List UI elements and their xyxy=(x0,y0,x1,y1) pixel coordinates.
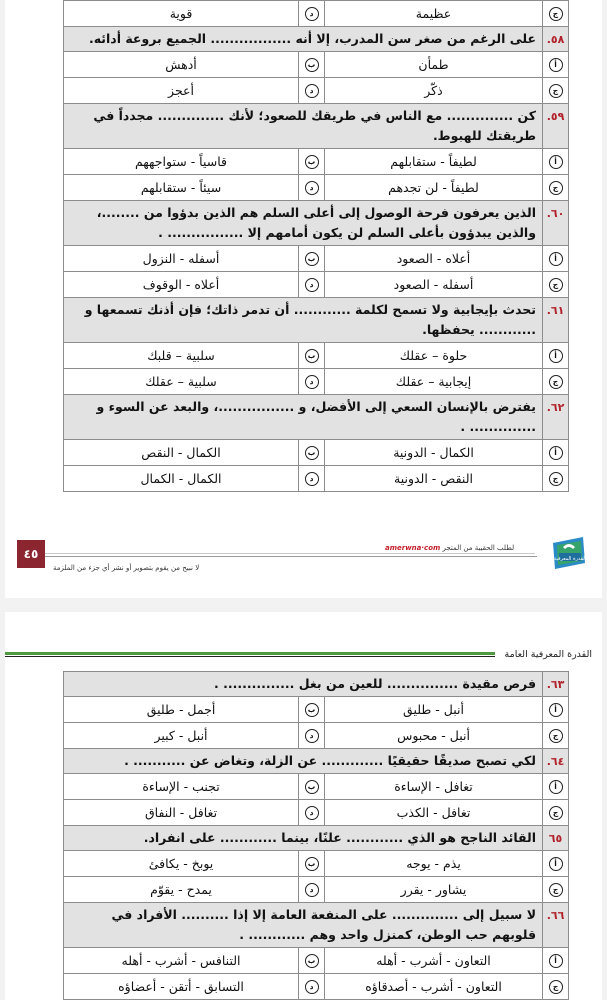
option-letter[interactable]: أ xyxy=(549,446,563,460)
option-letter-cell xyxy=(543,851,569,877)
footer-order-text: لطلب الحقيبة من المتجر xyxy=(442,544,515,552)
footer-copyright: لا نبيح من يقوم بتصوير أو نشر أي جزء من الملزمة xyxy=(53,564,200,572)
option-letter[interactable]: ج xyxy=(549,980,563,994)
option-letter[interactable]: ج xyxy=(549,7,563,21)
questions-table-2 xyxy=(63,671,569,1000)
logo-text: القدرة المعرفية xyxy=(553,556,587,562)
option-letter-cell xyxy=(299,466,325,492)
option-letter[interactable]: ج xyxy=(549,278,563,292)
option-letter-cell xyxy=(543,877,569,903)
option-letter-cell xyxy=(543,697,569,723)
question-number: ٦٣. xyxy=(543,672,569,697)
question-row xyxy=(64,201,569,246)
option-row xyxy=(64,149,569,175)
option-letter-cell xyxy=(543,369,569,395)
option-letter-cell xyxy=(543,52,569,78)
header-accent-bar xyxy=(5,652,495,655)
option-text: سيئاً - ستقابلهم xyxy=(64,175,299,201)
option-text: تغافل - الكذب xyxy=(325,800,543,826)
option-text: الكمال - النقص xyxy=(64,440,299,466)
option-row xyxy=(64,78,569,104)
option-text: النقص - الدونية xyxy=(325,466,543,492)
option-text: يذم - يوجه xyxy=(325,851,543,877)
option-letter[interactable]: ج xyxy=(549,84,563,98)
option-letter[interactable]: أ xyxy=(549,155,563,169)
option-text: سلبية – قلبك xyxy=(64,343,299,369)
option-letter-cell xyxy=(299,149,325,175)
option-row xyxy=(64,175,569,201)
option-row xyxy=(64,948,569,974)
publisher-logo xyxy=(549,533,589,573)
option-letter[interactable]: أ xyxy=(549,780,563,794)
option-letter-cell xyxy=(299,78,325,104)
option-letter[interactable]: أ xyxy=(549,857,563,871)
question-row xyxy=(64,826,569,851)
option-text: حلوة – عقلك xyxy=(325,343,543,369)
question-row xyxy=(64,672,569,697)
option-text: أسفله - النزول xyxy=(64,246,299,272)
question-text: القائد الناجح هو الذي ............ علنًا، بينما ............ على انفراد. xyxy=(64,826,543,851)
option-letter-cell xyxy=(543,974,569,1000)
question-row xyxy=(64,27,569,52)
option-row xyxy=(64,52,569,78)
option-letter[interactable]: د xyxy=(305,375,319,389)
option-text: تغافل - النفاق xyxy=(64,800,299,826)
option-text: إيجابية – عقلك xyxy=(325,369,543,395)
option-text: الكمال - الدونية xyxy=(325,440,543,466)
option-letter-cell xyxy=(543,800,569,826)
option-letter[interactable]: ب xyxy=(305,954,319,968)
option-row xyxy=(64,697,569,723)
option-letter[interactable]: ب xyxy=(305,349,319,363)
option-letter[interactable]: ج xyxy=(549,472,563,486)
option-letter-cell xyxy=(543,246,569,272)
option-letter[interactable]: د xyxy=(305,84,319,98)
option-letter-cell xyxy=(543,272,569,298)
option-text: قاسياً - ستواجههم xyxy=(64,149,299,175)
question-text: فرص مقيدة ............... للعين من بغل ............... . xyxy=(64,672,543,697)
option-letter-cell xyxy=(299,774,325,800)
option-text: يشاور - يقرر xyxy=(325,877,543,903)
option-text: لطيفاً - ستقابلهم xyxy=(325,149,543,175)
option-letter-cell xyxy=(299,697,325,723)
option-text: التنافس - أشرب - أهله xyxy=(64,948,299,974)
option-letter[interactable]: د xyxy=(305,7,319,21)
option-text: يوبخ - يكافئ xyxy=(64,851,299,877)
option-letter[interactable]: ب xyxy=(305,58,319,72)
option-letter[interactable]: ج xyxy=(549,883,563,897)
option-row xyxy=(64,343,569,369)
question-row xyxy=(64,298,569,343)
option-letter[interactable]: د xyxy=(305,278,319,292)
question-row xyxy=(64,749,569,774)
option-row xyxy=(64,246,569,272)
question-row xyxy=(64,903,569,948)
footer-order-line xyxy=(385,544,514,552)
option-text: تغافل - الإساءة xyxy=(325,774,543,800)
question-number: ٦٠. xyxy=(543,201,569,246)
option-letter[interactable]: د xyxy=(305,980,319,994)
questions-table-body xyxy=(64,672,569,1000)
option-text: أنبل - محبوس xyxy=(325,723,543,749)
question-number: ٥٨. xyxy=(543,27,569,52)
option-text: أدهش xyxy=(64,52,299,78)
page-number: ٤٥ xyxy=(17,540,45,568)
option-letter-cell xyxy=(299,974,325,1000)
question-number: ٦٢. xyxy=(543,395,569,440)
footer-url[interactable]: amerwna·com xyxy=(385,544,441,552)
option-letter-cell xyxy=(299,851,325,877)
questions-table-body xyxy=(64,1,569,492)
option-letter-cell xyxy=(543,466,569,492)
question-number: ٦٦. xyxy=(543,903,569,948)
question-number: ٦١. xyxy=(543,298,569,343)
option-letter-cell xyxy=(299,369,325,395)
question-row xyxy=(64,395,569,440)
question-text: على الرغم من صغر سن المدرب، إلا أنه ................. الجميع بروعة أدائه. xyxy=(64,27,543,52)
option-letter[interactable]: ب xyxy=(305,446,319,460)
option-letter[interactable]: د xyxy=(305,181,319,195)
question-text: يفترض بالإنسان السعي إلى الأفضل، و ................، والبعد عن السوء و .............. . xyxy=(64,395,543,440)
option-letter[interactable]: أ xyxy=(549,349,563,363)
option-text: التعاون - أشرب - أصدقاؤه xyxy=(325,974,543,1000)
option-text: الكمال - الكمال xyxy=(64,466,299,492)
question-text: لكي تصبح صديقًا حقيقيًا ............. عن الزلة، وتغاض عن ........... . xyxy=(64,749,543,774)
question-text: لا سبيل إلى .............. على المنفعة العامة إلا إذا .......... الأفراد في قلوبهم حب الوطن، كمنزل واحد وهم ............ . xyxy=(64,903,543,948)
question-text: تحدث بإيجابية ولا تسمح لكلمة ............ أن تدمر ذاتك؛ فإن أذنك تسمعها و ............ يحفظها. xyxy=(64,298,543,343)
option-letter[interactable]: ب xyxy=(305,252,319,266)
question-text: الذين يعرفون فرحة الوصول إلى أعلى السلم هم الذين بدؤوا من ........، والذين يبدؤون بأعلى السلم لن يكون أمامهم إلا ................ . xyxy=(64,201,543,246)
option-letter[interactable]: أ xyxy=(549,58,563,72)
option-row xyxy=(64,723,569,749)
option-letter-cell xyxy=(299,877,325,903)
option-letter-cell xyxy=(543,440,569,466)
option-letter-cell xyxy=(299,175,325,201)
option-letter-cell xyxy=(299,948,325,974)
option-row xyxy=(64,1,569,27)
option-row xyxy=(64,774,569,800)
option-text: أعجز xyxy=(64,78,299,104)
option-letter-cell xyxy=(299,272,325,298)
page-45 xyxy=(5,0,602,598)
option-text: طمأن xyxy=(325,52,543,78)
option-row xyxy=(64,800,569,826)
page-46 xyxy=(5,612,602,1000)
option-text: قوية xyxy=(64,1,299,27)
option-letter-cell xyxy=(543,343,569,369)
option-letter[interactable]: د xyxy=(305,472,319,486)
option-text: أجمل - طليق xyxy=(64,697,299,723)
option-row xyxy=(64,440,569,466)
option-text: تجنب - الإساءة xyxy=(64,774,299,800)
footer-divider-light xyxy=(45,553,535,554)
option-text: أعلاه - الصعود xyxy=(325,246,543,272)
option-row xyxy=(64,272,569,298)
question-text: كن .............. مع الناس في طريقك للصعود؛ لأنك .............. مجدداً في طريقتك للهبوط. xyxy=(64,104,543,149)
question-number: ٥٩. xyxy=(543,104,569,149)
option-letter-cell xyxy=(543,723,569,749)
option-letter-cell xyxy=(299,246,325,272)
option-letter[interactable]: د xyxy=(305,729,319,743)
option-letter-cell xyxy=(543,774,569,800)
option-letter[interactable]: أ xyxy=(549,703,563,717)
questions-table-1 xyxy=(63,0,569,492)
option-text: أنبل - طليق xyxy=(325,697,543,723)
option-letter-cell xyxy=(299,800,325,826)
option-row xyxy=(64,974,569,1000)
option-letter[interactable]: ج xyxy=(549,806,563,820)
option-letter[interactable]: ب xyxy=(305,780,319,794)
option-letter-cell xyxy=(299,440,325,466)
option-letter[interactable]: أ xyxy=(549,954,563,968)
option-letter[interactable]: ج xyxy=(549,375,563,389)
question-number: ٦٥ xyxy=(543,826,569,851)
option-letter[interactable]: أ xyxy=(549,252,563,266)
option-letter[interactable]: ج xyxy=(549,729,563,743)
option-text: ذكّر xyxy=(325,78,543,104)
option-letter-cell xyxy=(543,175,569,201)
option-letter-cell xyxy=(543,149,569,175)
option-letter-cell xyxy=(543,1,569,27)
option-letter-cell xyxy=(543,948,569,974)
header-line xyxy=(5,656,495,657)
option-letter[interactable]: ب xyxy=(305,703,319,717)
option-letter-cell xyxy=(299,723,325,749)
option-text: عظيمة xyxy=(325,1,543,27)
option-text: سلبية – عقلك xyxy=(64,369,299,395)
question-row xyxy=(64,104,569,149)
option-row xyxy=(64,851,569,877)
option-text: أعلاه - الوقوف xyxy=(64,272,299,298)
option-letter-cell xyxy=(299,1,325,27)
option-text: أنبل - كبير xyxy=(64,723,299,749)
option-text: أسفله - الصعود xyxy=(325,272,543,298)
option-row xyxy=(64,877,569,903)
option-letter[interactable]: ب xyxy=(305,857,319,871)
option-letter-cell xyxy=(299,52,325,78)
option-text: التعاون - أشرب - أهله xyxy=(325,948,543,974)
page-header-title: القدرة المعرفية العامة xyxy=(504,649,592,660)
option-letter[interactable]: د xyxy=(305,806,319,820)
option-letter[interactable]: د xyxy=(305,883,319,897)
option-letter[interactable]: ب xyxy=(305,155,319,169)
option-text: التسابق - أتقن - أعضاؤه xyxy=(64,974,299,1000)
option-letter-cell xyxy=(543,78,569,104)
option-text: يمدح - يقوّم xyxy=(64,877,299,903)
option-text: لطيفاً - لن تجدهم xyxy=(325,175,543,201)
footer-divider xyxy=(17,556,537,557)
option-row xyxy=(64,369,569,395)
option-row xyxy=(64,466,569,492)
option-letter[interactable]: ج xyxy=(549,181,563,195)
question-number: ٦٤. xyxy=(543,749,569,774)
option-letter-cell xyxy=(299,343,325,369)
